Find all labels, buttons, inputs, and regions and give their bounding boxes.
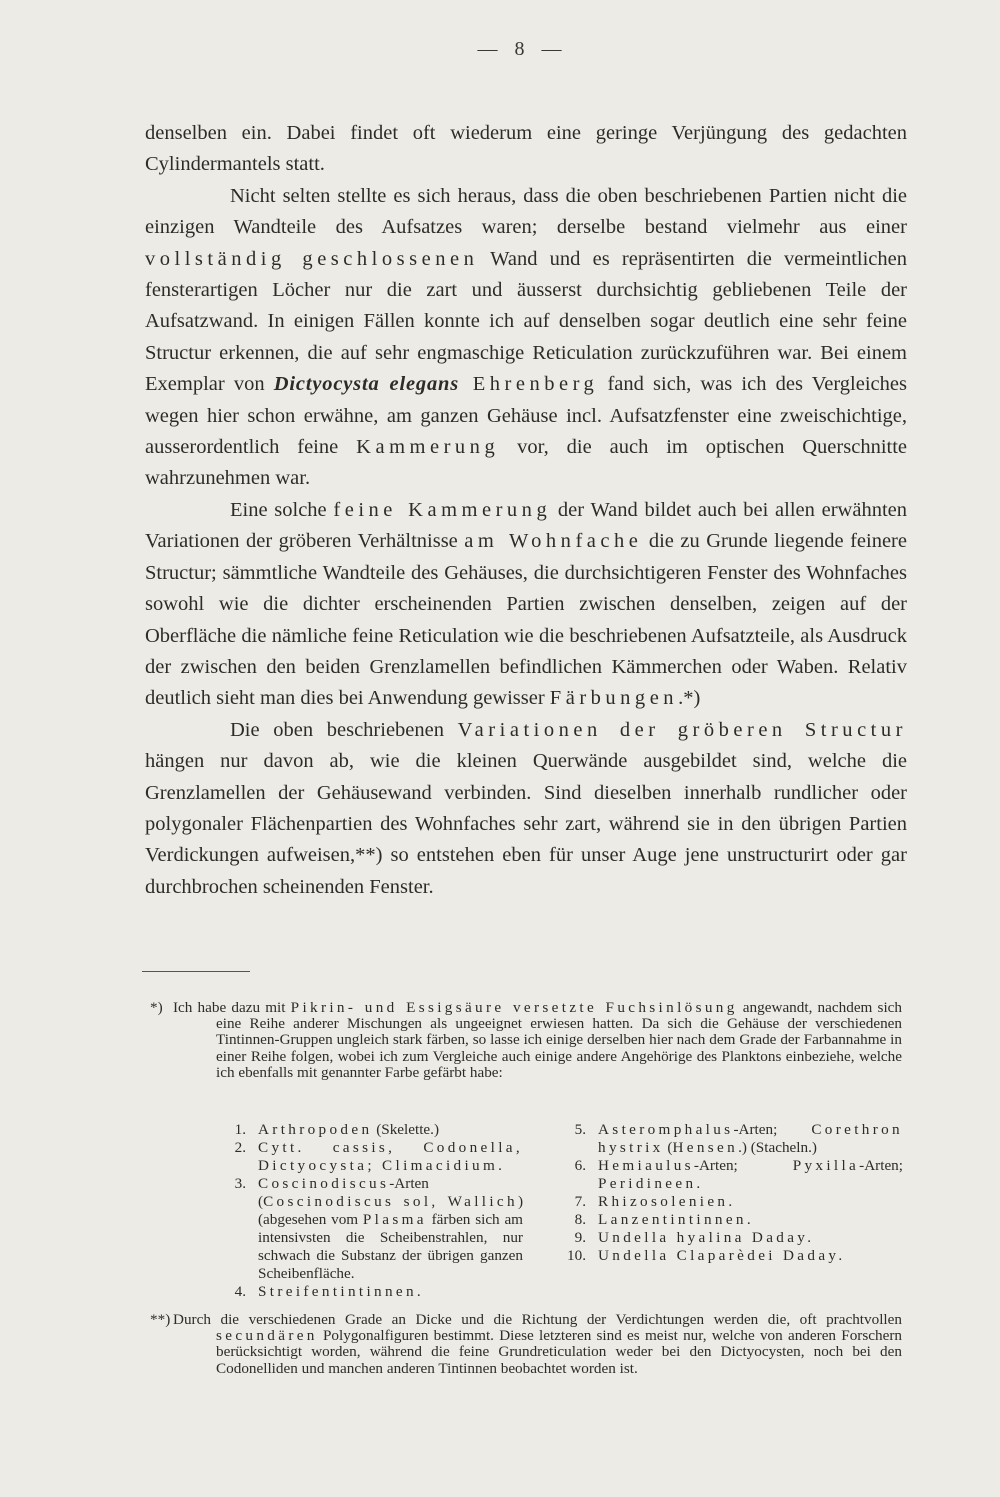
spaced-text: Corethron hystrix: [598, 1121, 903, 1156]
footnote: [150, 1312, 902, 1377]
page-number: — 8 —: [477, 38, 568, 60]
list-item-number: 5.: [574, 1121, 586, 1138]
list-item-number: 3.: [234, 1175, 246, 1192]
list-item: [218, 1121, 523, 1139]
list-item: [218, 1139, 523, 1175]
text-run: Durch die verschiedenen Grade an Dicke und die Richtung der Verdichtungen werden die, oft prachtvollen: [173, 1311, 902, 1328]
spaced-text: Coscinodiscus sol, Wallich: [263, 1193, 518, 1210]
spaced-text: Hensen: [672, 1139, 739, 1156]
spaced-text: Undella Claparèdei Daday.: [598, 1247, 846, 1264]
text-run: -Arten;: [693, 1157, 793, 1174]
spaced-text: Hemiaulus: [598, 1157, 694, 1174]
text-run: denselben ein. Dabei findet oft wiederum eine geringe Verjüngung des gedachten Cylindermantels statt.: [145, 122, 907, 176]
list-item-number: 6.: [574, 1157, 586, 1174]
spaced-text: Arthropoden: [258, 1121, 373, 1138]
text-run: -Arten (: [258, 1175, 429, 1210]
spaced-text: Coscinodiscus: [258, 1175, 390, 1192]
text-run: die zu Grunde liegende feinere Structur; sämmtliche Wandteile des Gehäuses, die durchsichtigeren Fenster des Wohnfaches sowohl wie die dichter erscheinenden Partien zwischen denselben, zeigen auf der Oberfläche die nämliche feine Reticulation wie die beschriebenen Aufsatzteile, als Ausdruck der zwischen den beiden Grenzlamellen befindlichen Kämmerchen oder Waben. Relativ deutlich sieht man dies bei Anwendung gewisser: [145, 530, 907, 710]
footnote-list-right: [558, 1121, 903, 1265]
list-item: [218, 1175, 523, 1283]
footnote: [150, 1000, 902, 1081]
text-run: ) (abgesehen vom: [258, 1193, 523, 1228]
footnote-marker: **): [150, 1311, 171, 1328]
body-text: [145, 118, 907, 903]
spaced-text: secundären: [216, 1327, 318, 1345]
text-run: .) (Stacheln.): [738, 1139, 817, 1156]
list-item-number: 8.: [574, 1211, 586, 1228]
paragraph: [145, 118, 907, 181]
text-run: der Wand bildet auch bei allen erwähnten Variationen der gröberen Verhältnisse: [145, 498, 907, 553]
spaced-text: Streifentintinnen.: [258, 1283, 425, 1300]
spaced-text: Undella hyalina Daday.: [598, 1229, 815, 1246]
text-run: vor, die auch im optischen Querschnitte wahrzunehmen war.: [145, 436, 907, 490]
footnote-text: [173, 1311, 902, 1377]
spaced-text: Pyxilla: [792, 1157, 860, 1174]
list-item: [558, 1229, 903, 1247]
text-run: Die oben beschriebenen: [230, 718, 458, 741]
spaced-text: Cytt. cassis, Codonella, Dictyocysta; Climacidium.: [258, 1139, 523, 1174]
spaced-text: Lanzentintinnen.: [598, 1211, 754, 1228]
paragraph: [145, 715, 907, 903]
text-run: .*): [678, 687, 701, 710]
text-run: angewandt, nachdem sich eine Reihe anderer Mischungen als ungeeignet erwiesen hatten. Da sich die Gehäuse der verschiedenen Tintinnen-Gruppen ungleich stark färben, so lasse ich einige derselben hier nach dem Grade der Farbannahme in einer Reihe folgen, wobei ich zum Vergleiche auch einige andere Angehörige des Planktons einbeziehe, welche ich ebenfalls mit genannter Farbe gefärbt habe:: [216, 999, 902, 1081]
spaced-text: am Wohnfache: [464, 530, 643, 553]
footnote-text: [173, 999, 902, 1081]
spaced-text: Pikrin- und Essigsäure versetzte Fuchsinlösung: [290, 999, 738, 1016]
list-item: [218, 1283, 523, 1301]
spaced-text: Variationen der gröberen Structur: [457, 718, 907, 741]
spaced-text: Färbungen: [549, 687, 679, 710]
text-run: Ich habe dazu mit: [173, 999, 291, 1016]
spaced-text: Kammerung: [356, 436, 500, 459]
text-run: färben sich am intensivsten die Scheibenstrahlen, nur schwach die Substanz der übrigen ganzen Scheibenfläche.: [258, 1211, 523, 1282]
list-item-number: 4.: [234, 1283, 246, 1300]
list-item: [558, 1157, 903, 1193]
spaced-text: vollständig geschlossenen: [145, 247, 479, 270]
text-run: Wand und es repräsentirten die vermeintlichen fensterartigen Löcher nur die zart und äusserst durchsichtig gebliebenen Teile der Aufsatzwand. In einigen Fällen konnte ich auf denselben sogar deutlich eine sehr feine Structur erkennen, die auf sehr engmaschige Reticulation zurückzuführen war. Bei einem Exemplar von: [145, 247, 907, 396]
spaced-text: Asteromphalus: [598, 1121, 734, 1138]
list-item-number: 10.: [567, 1247, 586, 1264]
footnote-marker: *): [150, 999, 163, 1016]
spaced-text: Peridineen: [598, 1175, 697, 1192]
text-run: Nicht selten stellte es sich heraus, dass die oben beschriebenen Partien nicht die einzigen Wandteile des Aufsatzes waren; derselbe bestand vielmehr aus einer: [145, 184, 907, 239]
spaced-text: Rhizosolenien.: [598, 1193, 736, 1210]
list-item: [558, 1247, 903, 1265]
list-item: [558, 1121, 903, 1157]
list-item-number: 1.: [234, 1121, 246, 1138]
fraktur-text: Dictyocysta elegans: [273, 373, 460, 396]
text-run: (: [663, 1139, 673, 1156]
text-run: .: [696, 1175, 701, 1192]
spaced-text: feine Kammerung: [333, 498, 552, 521]
list-item: [558, 1211, 903, 1229]
spaced-text: Plasma: [362, 1211, 427, 1228]
text-run: -Arten;: [859, 1157, 903, 1174]
list-item-number: 9.: [574, 1229, 586, 1246]
list-item: [558, 1193, 903, 1211]
text-run: (Skelette.): [372, 1121, 440, 1138]
paragraph: [145, 495, 907, 715]
text-run: Polygonalfiguren bestimmt. Diese letzteren sind es meist nur, welche von anderen Forschern berücksichtigt worden, während die feine Grundreticulation weder bei den Dictyocysten, noch bei den Codonelliden und manchen anderen Tintinnen beobachtet worden ist.: [216, 1327, 902, 1377]
paragraph: [145, 181, 907, 495]
list-item-number: 2.: [234, 1139, 246, 1156]
list-item-number: 7.: [574, 1193, 586, 1210]
spaced-text: Ehrenberg: [459, 373, 599, 396]
text-run: -Arten;: [733, 1121, 812, 1138]
text-run: fand sich, was ich des Vergleiches wegen hier schon erwähne, am ganzen Gehäuse incl. Aufsatzfenster eine zweischichtige, ausserordentlich feine: [145, 373, 907, 459]
text-run: hängen nur davon ab, wie die kleinen Querwände ausgebildet sind, welche die Grenzlamellen der Gehäusewand verbinden. Sind dieselben innerhalb rundlicher oder polygonaler Flächenpartien des Wohnfaches sehr zart, während sie in den übrigen Partien Verdickungen aufweisen,**) so entstehen eben für unser Auge jene unstructurirt oder gar durchbrochen scheinenden Fenster.: [145, 750, 907, 898]
footnote-divider: [142, 971, 250, 972]
footnote-list-left: [218, 1121, 523, 1301]
text-run: Eine solche: [230, 498, 334, 521]
